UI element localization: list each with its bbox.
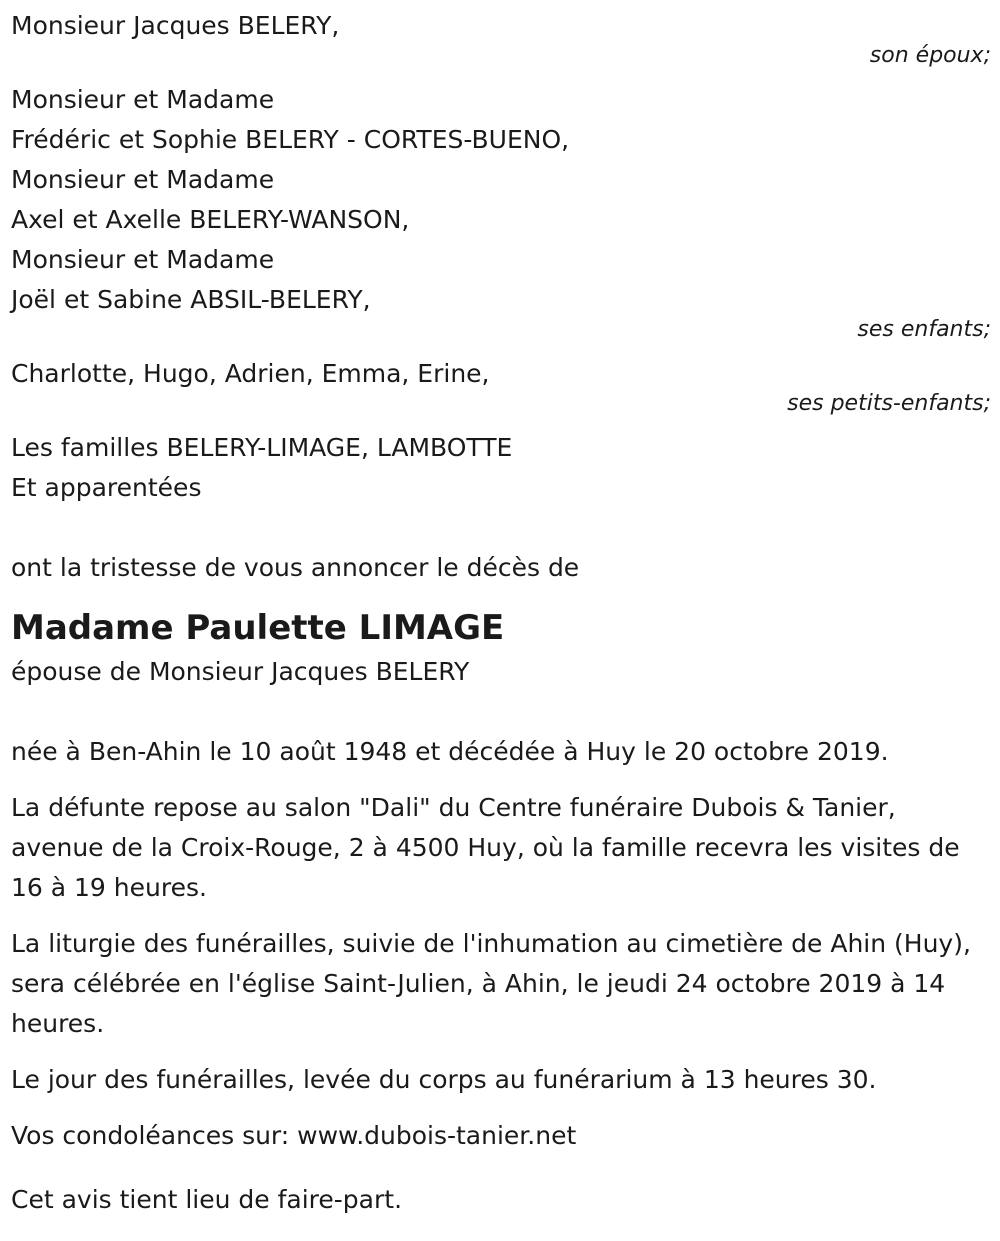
families-line: Les familles BELERY-LIMAGE, LAMBOTTE: [11, 433, 513, 462]
removal-paragraph: Le jour des funérailles, levée du corps au funérarium à 13 heures 30.: [11, 1065, 877, 1094]
spacer: [11, 508, 991, 548]
deceased-subtitle: épouse de Monsieur Jacques BELERY: [11, 657, 470, 686]
child-line: Frédéric et Sophie BELERY - CORTES-BUENO,: [11, 125, 570, 154]
children-role: ses enfants;: [857, 317, 991, 342]
spacer: [11, 1172, 991, 1180]
spouse-name: Monsieur Jacques BELERY,: [11, 11, 340, 40]
birth-death-paragraph: née à Ben-Ahin le 10 août 1948 et décédée à Huy le 20 octobre 2019.: [11, 737, 889, 766]
child-line: Monsieur et Madame: [11, 245, 275, 274]
announcement-text: ont la tristesse de vous annoncer le décès de: [11, 553, 580, 582]
child-line: Joël et Sabine ABSIL-BELERY,: [11, 285, 371, 314]
child-line: Axel et Axelle BELERY-WANSON,: [11, 205, 410, 234]
grandchildren-role: ses petits-enfants;: [787, 391, 991, 416]
rest-paragraph: La défunte repose au salon "Dali" du Centre funéraire Dubois & Tanier, avenue de la Croix-Rouge, 2 à 4500 Huy, où la famille recevra les visites de 16 à 19 heures.: [11, 793, 960, 902]
grandchildren-names: Charlotte, Hugo, Adrien, Emma, Erine,: [11, 359, 490, 388]
child-line: Monsieur et Madame: [11, 85, 275, 114]
liturgy-paragraph: La liturgie des funérailles, suivie de l'inhumation au cimetière de Ahin (Huy), sera célébrée en l'église Saint-Julien, à Ahin, le jeudi 24 octobre 2019 à 14 heures.: [11, 929, 971, 1038]
closing-text: Cet avis tient lieu de faire-part.: [11, 1185, 403, 1214]
deceased-name: Madame Paulette LIMAGE: [11, 608, 505, 648]
child-line: Monsieur et Madame: [11, 165, 275, 194]
condolences-paragraph: Vos condoléances sur: www.dubois-tanier.net: [11, 1121, 577, 1150]
obituary-notice: [11, 6, 991, 1220]
spacer: [11, 692, 991, 732]
families-line: Et apparentées: [11, 473, 202, 502]
spouse-role: son époux;: [869, 43, 991, 68]
